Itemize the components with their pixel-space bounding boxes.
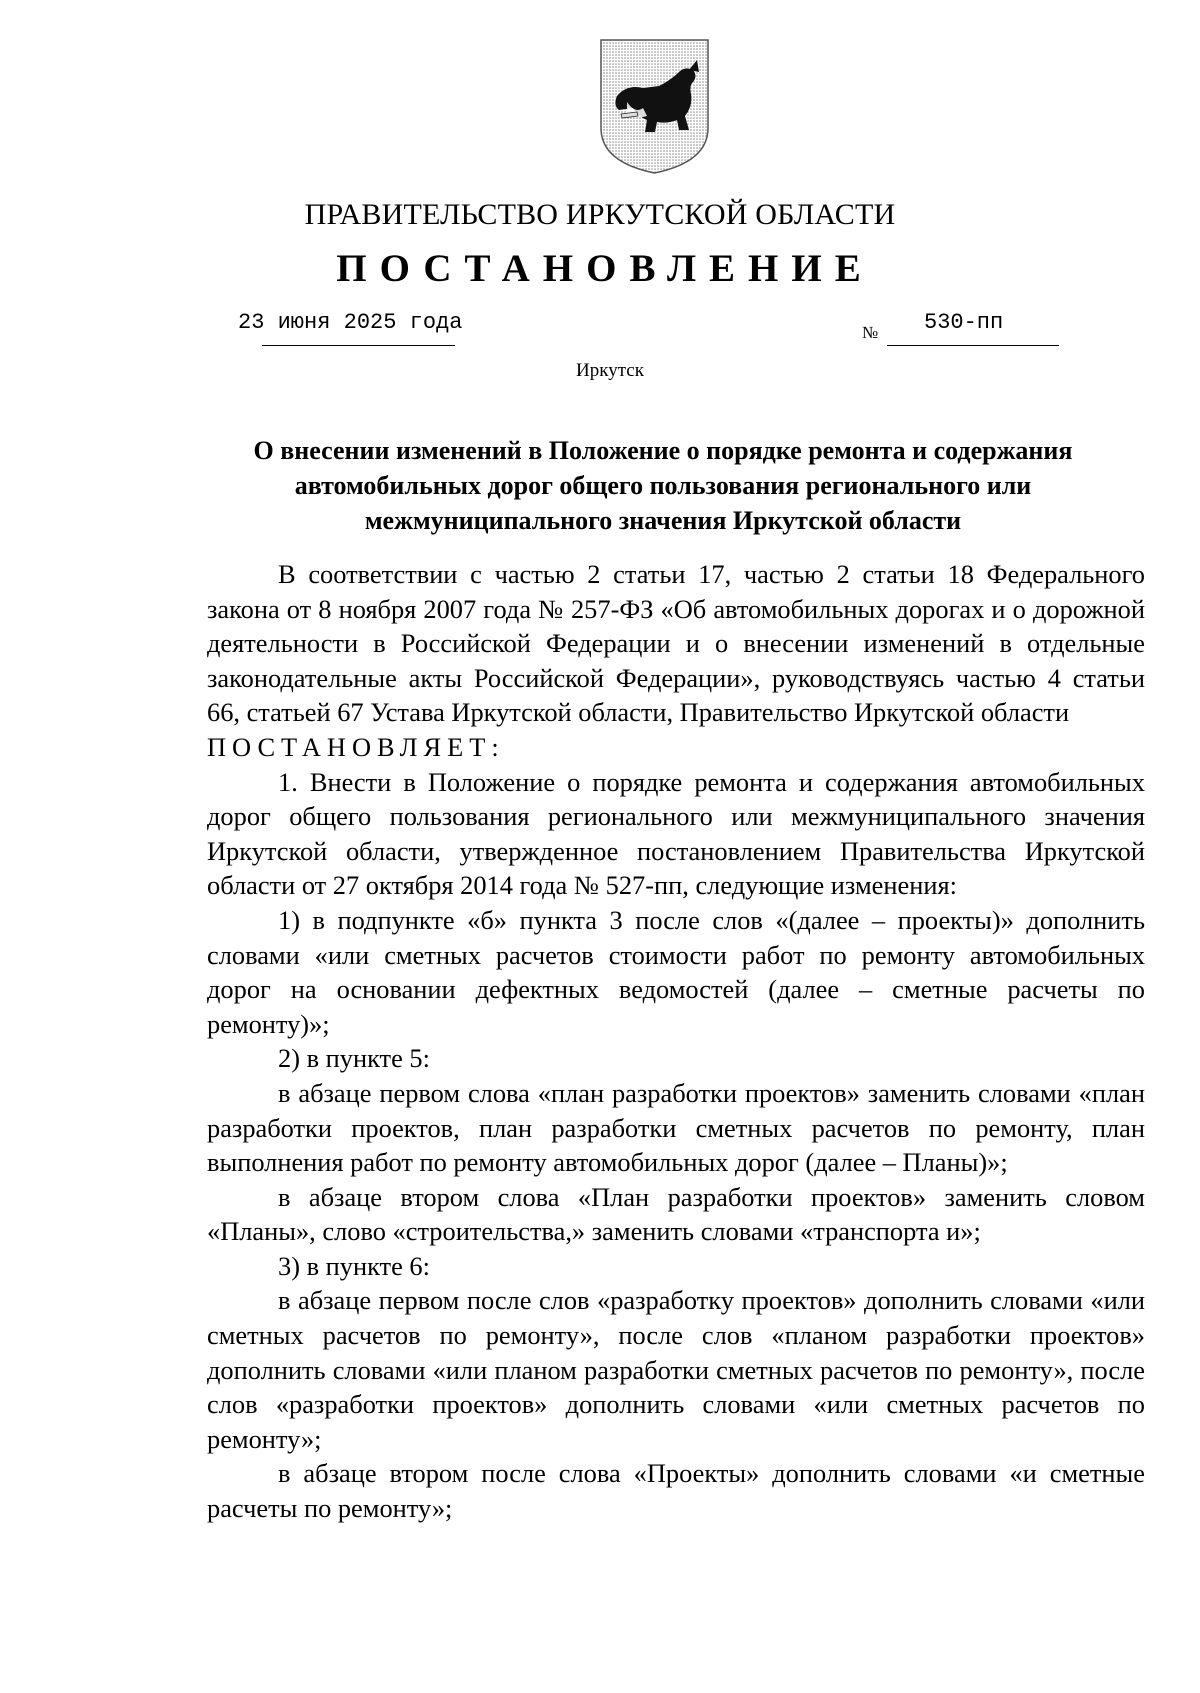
government-name: ПРАВИТЕЛЬСТВО ИРКУТСКОЙ ОБЛАСТИ <box>304 198 896 231</box>
document-type: ПОСТАНОВЛЕНИЕ <box>336 247 874 290</box>
subitem-1-paragraph: 1) в подпункте «б» пункта 3 после слов «(далее – проекты)» дополнить словами «или сметных расчетов стоимости работ по ремонту автомобильных дорог на основании дефектных ведомостей (далее – сметные расчеты по ремонту)»; <box>207 904 1145 1039</box>
irkutsk-coat-of-arms-icon <box>597 36 712 176</box>
document-body <box>207 557 1145 1526</box>
subitem-2-paragraph: 2) в пункте 5: <box>278 1043 430 1074</box>
subitem-3a-paragraph: в абзаце первом после слов «разработку проектов» дополнить словами «или сметных расчетов по ремонту», после слов «планом разработки проектов» дополнить словами «или планом разработки сметных расчетов по ремонту», после слов «разработки проектов» дополнить словами «или сметных расчетов по ремонту»; <box>207 1285 1145 1454</box>
document-number: 530-пп <box>924 310 1004 335</box>
subitem-2b-paragraph: в абзаце втором слова «План разработки проектов» заменить словом «Планы», слово «строительства,» заменить словами «транспорта и»; <box>207 1181 1145 1247</box>
city-name: Иркутск <box>576 360 644 381</box>
number-underline <box>887 345 1059 346</box>
decides-paragraph: ПОСТАНОВЛЯЕТ: <box>207 731 505 762</box>
number-sign: № <box>862 323 879 342</box>
subitem-2a-paragraph: в абзаце первом слова «план разработки проектов» заменить словами «план разработки проектов, план разработки сметных расчетов по ремонту, план выполнения работ по ремонту автомобильных дорог (далее – Планы)»; <box>207 1077 1145 1178</box>
document-title: О внесении изменений в Положение о порядке ремонта и содержания автомобильных дорог общего пользования регионального или межмуниципального значения Иркутской области <box>253 436 1073 535</box>
subitem-3b-paragraph: в абзаце втором после слова «Проекты» дополнить словами «и сметные расчеты по ремонту»; <box>207 1458 1145 1524</box>
item-1-paragraph: 1. Внести в Положение о порядке ремонта и содержания автомобильных дорог общего пользования регионального или межмуниципального значения Иркутской области, утвержденное постановлением Правительства Иркутской области от 27 октября 2014 года № 527-пп, следующие изменения: <box>207 766 1145 901</box>
preamble-paragraph: В соответствии с частью 2 статьи 17, частью 2 статьи 18 Федерального закона от 8 ноября 2007 года № 257-ФЗ «Об автомобильных дорогах и о дорожной деятельности в Российской Федерации и о внесении изменений в отдельные законодательные акты Российской Федерации», руководствуясь частью 4 статьи 66, статьей 67 Устава Иркутской области, Правительство Иркутской области <box>207 559 1145 728</box>
document-date: 23 июня 2025 года <box>238 310 463 335</box>
date-underline <box>262 345 455 346</box>
subitem-3-paragraph: 3) в пункте 6: <box>278 1250 430 1281</box>
